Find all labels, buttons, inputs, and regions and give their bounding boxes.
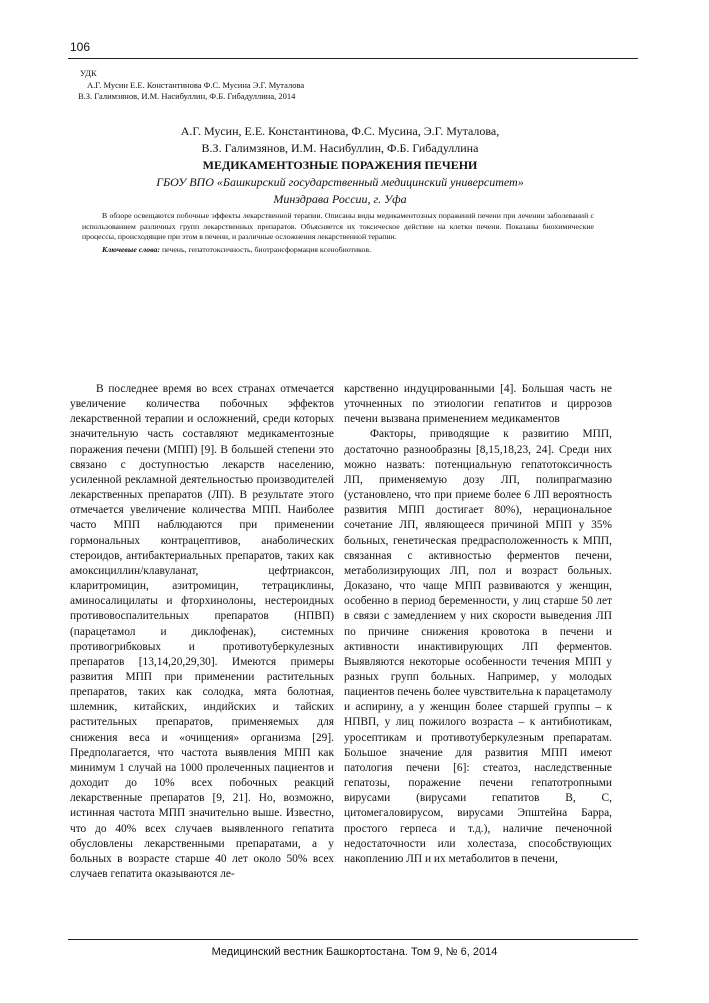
affiliation-line1: ГБОУ ВПО «Башкирский государственный медицинский университет» <box>156 175 524 189</box>
body-column-left <box>70 382 334 882</box>
udk-authors-line2: В.З. Галимзянов, И.М. Насибуллин, Ф.Б. Гибадуллина, 2014 <box>78 91 296 101</box>
authors-line2: В.З. Галимзянов, И.М. Насибуллин, Ф.Б. Гибадуллина <box>201 141 479 155</box>
abstract <box>82 211 594 255</box>
udk-block <box>80 68 380 103</box>
keywords-text: печень, гепатотоксичность, биотрансформация ксенобиотиков. <box>161 244 372 254</box>
body-paragraph: В последнее время во всех странах отмечается увеличение количества побочных эффектов лекарственной терапии и осложнений, среди которых значительную часть составляют медикаментозные поражения печени (МПП) [9]. В большей степени это связано с доступностью лекарств населению, усиленной рекламной деятельностью производителей лекарственных препаратов (ЛП). В результате этого отмечается увеличение количества МПП. Наиболее часто МПП наблюдаются при применении гормональных контрацептивов, анаболических стероидов, антибактериальных препаратов, таких как амоксициллин/клавуланат, цефтриаксон, кларитромицин, азитромицин, тетрациклины, аминосалицилаты и фторхинолоны, нестероидных противовоспалительных препаратов (НПВП) (парацетамол и диклофенак), системных противогрибковых и противотуберкулезных препаратов [13,14,20,29,30]. Имеются примеры развития МПП при применении растительных препаратов, таких как солодка, мята болотная, шлемник, китайских, индийских и тайских растительных препаратов, применяемых для снижения веса и «очищения» организма [29]. Предполагается, что частота выявления МПП как минимум 1 случай на 1000 пролеченных пациентов и доходит до 10% всех побочных реакций лекарственные препаратов [9, 21]. Но, возможно, истинная частота МПП значительно выше. Известно, что до 40% всех случаев выявленного гепатита обусловлены лекарственными препаратами, а у больных в возрасте старше 40 лет около 50% всех случаев гепатита оказываются ле- <box>70 383 334 880</box>
udk-label: УДК <box>80 68 97 78</box>
authors-line1: А.Г. Мусин, Е.Е. Константинова, Ф.С. Мусина, Э.Г. Муталова, <box>180 124 500 138</box>
keywords-line <box>82 245 594 256</box>
journal-footer: Медицинский вестник Башкортостана. Том 9, № 6, 2014 <box>211 946 498 958</box>
footer-rule <box>68 939 638 940</box>
article-title: МЕДИКАМЕНТОЗНЫЕ ПОРАЖЕНИЯ ПЕЧЕНИ <box>202 158 478 172</box>
affiliation-line2: Минздрава России, г. Уфа <box>273 192 407 206</box>
page-number: 106 <box>70 40 91 54</box>
body-column-right <box>344 382 612 867</box>
body-paragraph: Факторы, приводящие к развитию МПП, достаточно разнообразны [8,15,18,23, 24]. Среди них можно назвать: потенциальную гепатотоксичность ЛП, применяемую дозу ЛП, полипрагмазию (установлено, что при приеме более 6 ЛП вероятность развития МПП достигает 80%), нерациональное сочетание ЛП, являющееся причиной МПП у 35% больных, генетическая предрасположенность к МПП, связанная с активностью ферментов печени, метаболизирующих ЛП, пол и возраст больных. Доказано, что чаще МПП развиваются у женщин, особенно в период беременности, у лиц старше 50 лет в связи с замедлением у них скорости выведения ЛП по причине снижения кровотока в печени и активности инактивирующих ЛП ферментов. Выявляются некоторые особенности течения МПП у разных групп больных. Например, у молодых пациентов печень более чувствительна к парацетамолу и аспирину, а у женщин более старшей группы – к НПВП, у лиц пожилого возраста – к антибиотикам, уросептикам и противотуберкулезным препаратам. Большое значение для развития МПП имеют патология печени [6]: стеатоз, наследственные гепатозы, поражение печени гепатотропными вирусами (вирусами гепатитов В, С, цитомегаловирусом, вирусами Эпштейна Барра, простого герпеса и т.д.), наличие печеночной недостаточности или холестаза, способствующих накоплению ЛП и их метаболитов в печени, <box>344 428 612 865</box>
article-header <box>80 123 600 208</box>
header-rule <box>68 58 638 59</box>
abstract-text: В обзоре освещаются побочные эффекты лекарственной терапии. Описаны виды медикаментозных поражений печени при лечении заболеваний с использованием различных групп лекарственных препаратов. Объясняется их токсическое действие на клетки печени. Показаны биохимические процессы, происходящие при этом в печени, и различные осложнения лекарственной терапии. <box>82 211 594 241</box>
udk-authors-line1: А.Г. Мусин Е.Е. Константинова Ф.С. Мусина Э.Г. Муталова <box>87 79 305 90</box>
body-paragraph-continued: карственно индуцированными [4]. Большая часть не уточненных по этиологии гепатитов и циррозов печени вызвана применением медикаментов <box>344 383 612 426</box>
keywords-label: Ключевые слова: <box>102 244 161 254</box>
